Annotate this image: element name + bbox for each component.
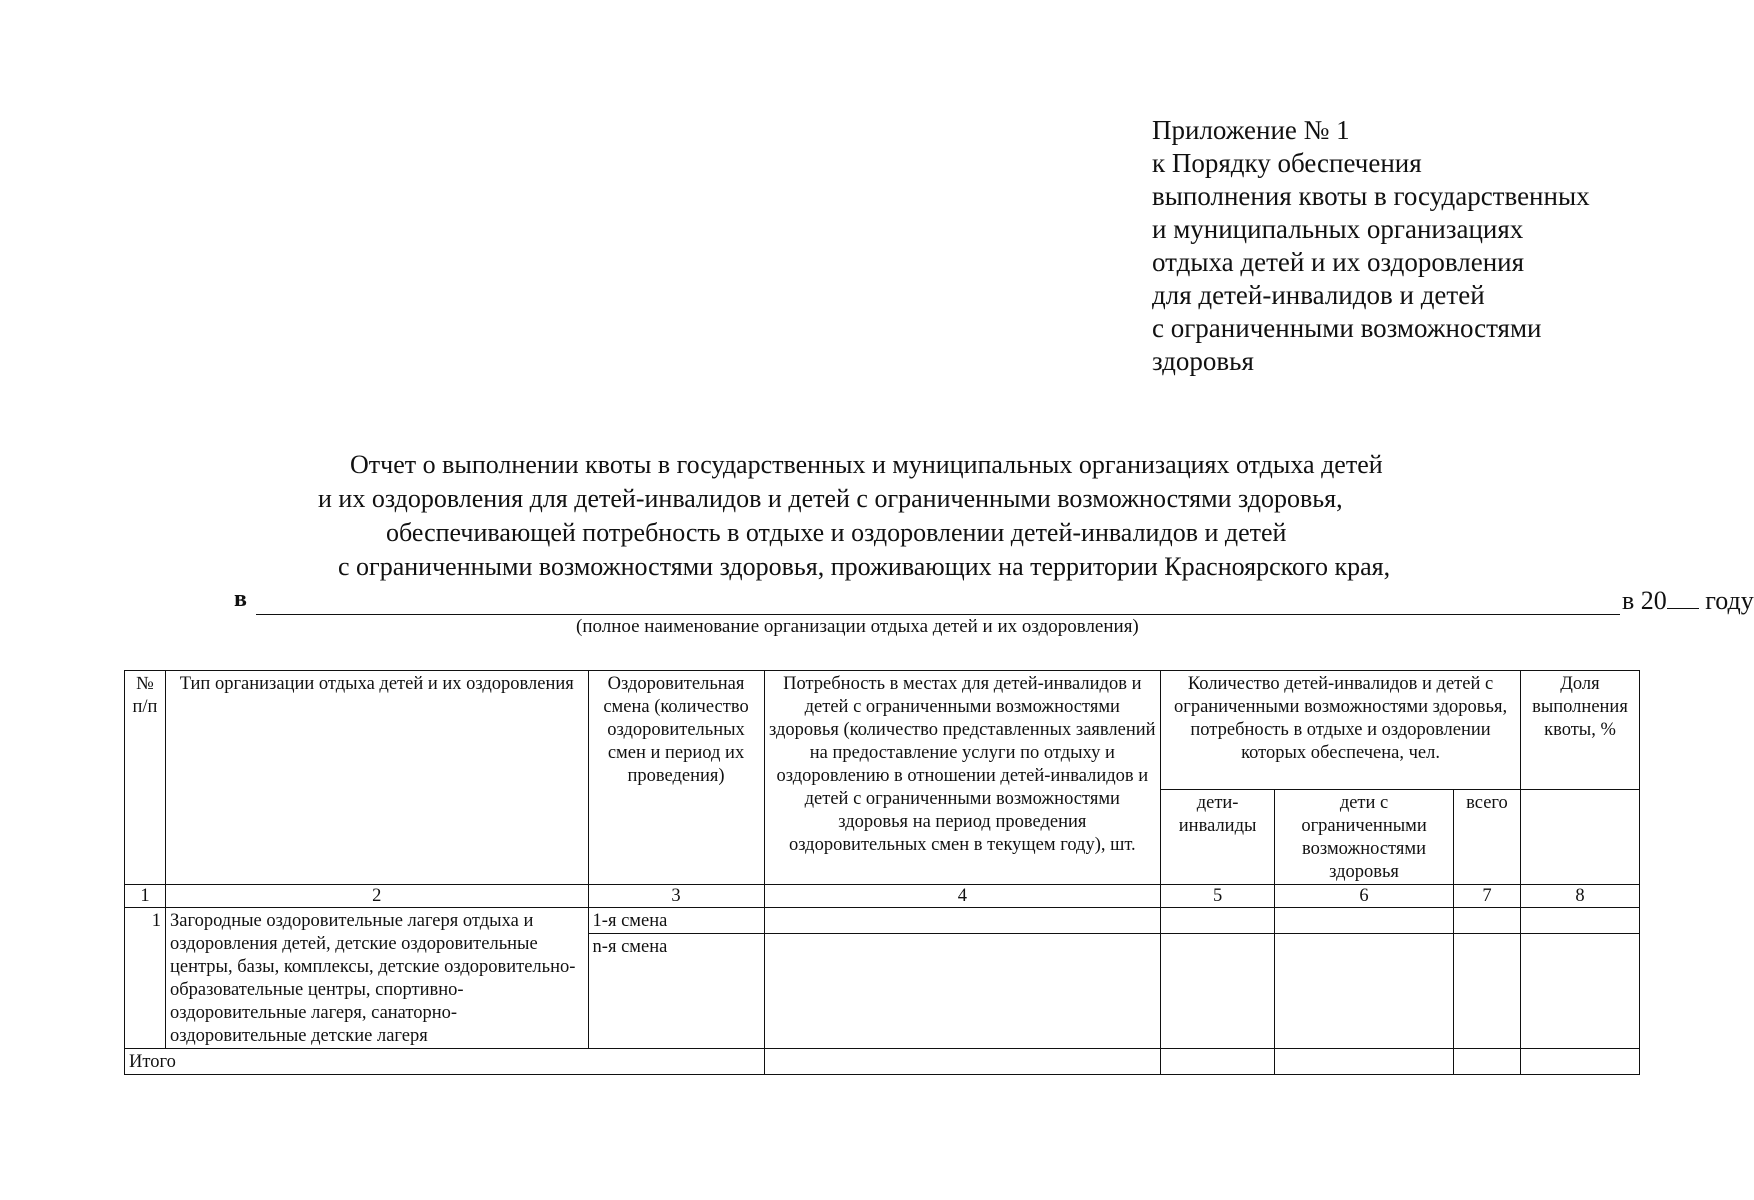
total-quota-cell[interactable] [1520,1049,1639,1075]
header-quota-share: Доля выполнения квоты, % [1520,671,1639,790]
year-blank [1667,586,1699,609]
appendix-line: с ограниченными возможностями [1152,313,1542,343]
limited-health-cell-shift-1[interactable] [1275,908,1454,934]
column-number: 4 [764,885,1161,908]
column-number: 7 [1454,885,1521,908]
total-total-cell[interactable] [1454,1049,1521,1075]
header-provided-group: Количество детей-инвалидов и детей с ограниченными возможностями здоровья, потребность в отдыхе и оздоровлении которых обеспечена, чел. [1161,671,1521,790]
header-quota-empty [1520,790,1639,885]
organization-prefix: в [234,586,247,612]
column-number-row [125,885,1640,908]
header-org-type: Тип организации отдыха детей и их оздоровления [165,671,588,885]
total-cell-shift-n[interactable] [1454,934,1521,1049]
organization-blank-field [256,614,1620,615]
disabled-cell-shift-1[interactable] [1161,908,1275,934]
header-number: № п/п [125,671,166,885]
report-table [124,670,1640,1075]
report-title-line: и их оздоровления для детей-инвалидов и детей с ограниченными возможностями здоровья, [318,484,1343,513]
quota-cell-shift-n[interactable] [1520,934,1639,1049]
organization-caption: (полное наименование организации отдыха детей и их оздоровления) [576,616,1139,637]
header-limited-health-children: дети с ограниченными возможностями здоровья [1275,790,1454,885]
appendix-line: для детей-инвалидов и детей [1152,280,1485,310]
limited-health-cell-shift-n[interactable] [1275,934,1454,1049]
need-cell-shift-n[interactable] [764,934,1161,1049]
shift-1-cell[interactable]: 1-я смена [588,908,764,934]
disabled-cell-shift-n[interactable] [1161,934,1275,1049]
row-org-type: Загородные оздоровительные лагеря отдыха и оздоровления детей, детские оздоровительные центры, базы, комплексы, детские оздоровительно-образовательные центры, спортивно-оздоровительные лагеря, санаторно-оздоровительные детские лагеря [165,908,588,1049]
total-need-cell[interactable] [764,1049,1161,1075]
organization-line [230,586,1754,620]
report-title-line: обеспечивающей потребность в отдыхе и оздоровлении детей-инвалидов и детей [386,518,1287,547]
header-need: Потребность в местах для детей-инвалидов и детей с ограниченными возможностями здоровья (количество представленных заявлений на предоставление услуги по отдыху и оздоровлению в отношении детей-инвалидов и детей с ограниченными возможностями здоровья на период проведения оздоровительных смен в текущем году), шт. [764,671,1161,885]
shift-n-cell[interactable]: n-я смена [588,934,764,1049]
appendix-line: и муниципальных организациях [1152,214,1524,244]
total-row [125,1049,1640,1075]
total-disabled-cell[interactable] [1161,1049,1275,1075]
appendix-line: выполнения квоты в государственных [1152,181,1590,211]
year-suffix: году [1705,586,1754,615]
need-cell-shift-1[interactable] [764,908,1161,934]
year-field [1622,586,1754,616]
header-total: всего [1454,790,1521,885]
appendix-line: Приложение № 1 [1152,115,1350,145]
table-row [125,908,1640,934]
appendix-block [1152,114,1590,378]
table-header-row [125,671,1640,790]
header-disabled-children: дети-инвалиды [1161,790,1275,885]
appendix-line: к Порядку обеспечения [1152,148,1422,178]
appendix-line: отдыха детей и их оздоровления [1152,247,1525,277]
column-number: 1 [125,885,166,908]
report-title-line: с ограниченными возможностями здоровья, проживающих на территории Красноярского края, [338,552,1391,581]
header-shift: Оздоровительная смена (количество оздоровительных смен и период их проведения) [588,671,764,885]
column-number: 5 [1161,885,1275,908]
total-limited-health-cell[interactable] [1275,1049,1454,1075]
appendix-line: здоровья [1152,346,1254,376]
column-number: 6 [1275,885,1454,908]
column-number: 3 [588,885,764,908]
total-label: Итого [125,1049,765,1075]
column-number: 2 [165,885,588,908]
column-number: 8 [1520,885,1639,908]
year-prefix: в 20 [1622,586,1667,615]
quota-cell-shift-1[interactable] [1520,908,1639,934]
report-title-line: Отчет о выполнении квоты в государственных и муниципальных организациях отдыха детей [350,450,1383,479]
row-number: 1 [125,908,166,1049]
total-cell-shift-1[interactable] [1454,908,1521,934]
